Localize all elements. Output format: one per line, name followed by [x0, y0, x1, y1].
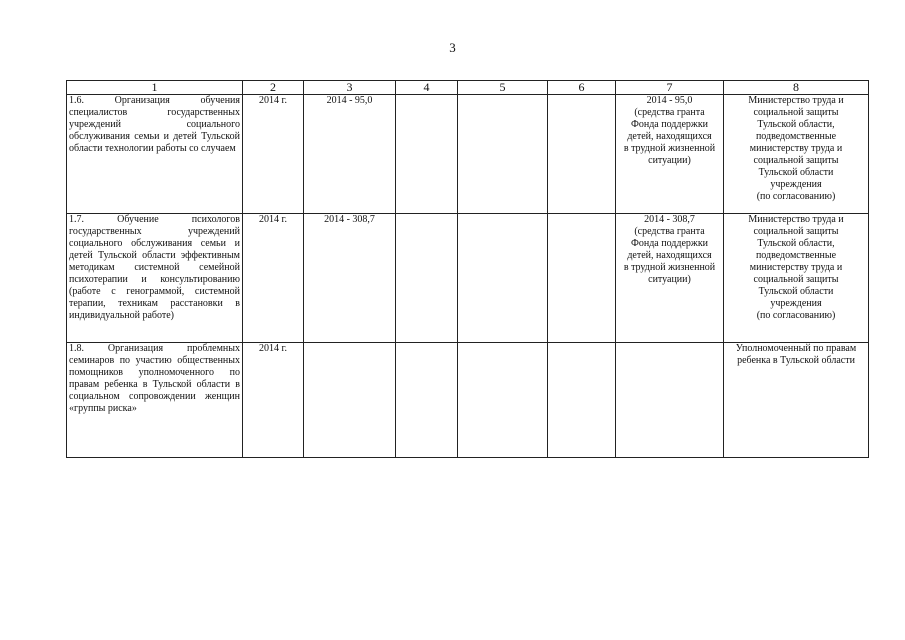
period-cell: 2014 г.	[243, 343, 304, 458]
column-header: 4	[396, 81, 458, 95]
funding-source-cell	[616, 343, 724, 458]
funding-total-cell	[304, 343, 396, 458]
column-header: 6	[548, 81, 616, 95]
table-cell	[458, 95, 548, 214]
plan-table	[66, 80, 869, 458]
table-cell	[548, 343, 616, 458]
period-cell: 2014 г.	[243, 95, 304, 214]
funding-total-cell: 2014 - 95,0	[304, 95, 396, 214]
column-header: 7	[616, 81, 724, 95]
funding-source-cell: 2014 - 95,0 (средства гранта Фонда поддержки детей, находящихся в трудной жизненной ситуации)	[616, 95, 724, 214]
responsible-cell: Министерство труда и социальной защиты Тульской области, подведомственные министерству труда и социальной защиты Тульской области учреждения (по согласованию)	[724, 214, 869, 343]
column-header: 5	[458, 81, 548, 95]
activity-cell: 1.7. Обучение психологов государственных учреждений социального обслуживания семьи и детей Тульской области эффективным методикам системной семейной психотерапии и консультированию (работе с генограммой, системной терапии, техникам расстановки в индивидуальной работе)	[67, 214, 243, 343]
column-header: 3	[304, 81, 396, 95]
table-header-row	[67, 81, 869, 95]
table-cell	[396, 214, 458, 343]
page-number: 3	[449, 40, 456, 55]
funding-total-cell: 2014 - 308,7	[304, 214, 396, 343]
table-cell	[548, 95, 616, 214]
activity-cell: 1.6. Организация обучения специалистов государственных учреждений социального обслуживания семьи и детей Тульской области технологии работы со случаем	[67, 95, 243, 214]
period-cell: 2014 г.	[243, 214, 304, 343]
column-header: 1	[67, 81, 243, 95]
table-cell	[396, 95, 458, 214]
responsible-cell: Министерство труда и социальной защиты Тульской области, подведомственные министерству труда и социальной защиты Тульской области учреждения (по согласованию)	[724, 95, 869, 214]
responsible-cell: Уполномоченный по правам ребенка в Тульской области	[724, 343, 869, 458]
table-cell	[458, 214, 548, 343]
funding-source-cell: 2014 - 308,7 (средства гранта Фонда поддержки детей, находящихся в трудной жизненной ситуации)	[616, 214, 724, 343]
table-row	[67, 95, 869, 214]
table-cell	[458, 343, 548, 458]
table-cell	[396, 343, 458, 458]
column-header: 8	[724, 81, 869, 95]
table-cell	[548, 214, 616, 343]
table-row	[67, 343, 869, 458]
column-header: 2	[243, 81, 304, 95]
table-row	[67, 214, 869, 343]
activity-cell: 1.8. Организация проблемных семинаров по участию общественных помощников уполномоченного по правам ребенка в Тульской области в социальном сопровождении женщин «группы риска»	[67, 343, 243, 458]
